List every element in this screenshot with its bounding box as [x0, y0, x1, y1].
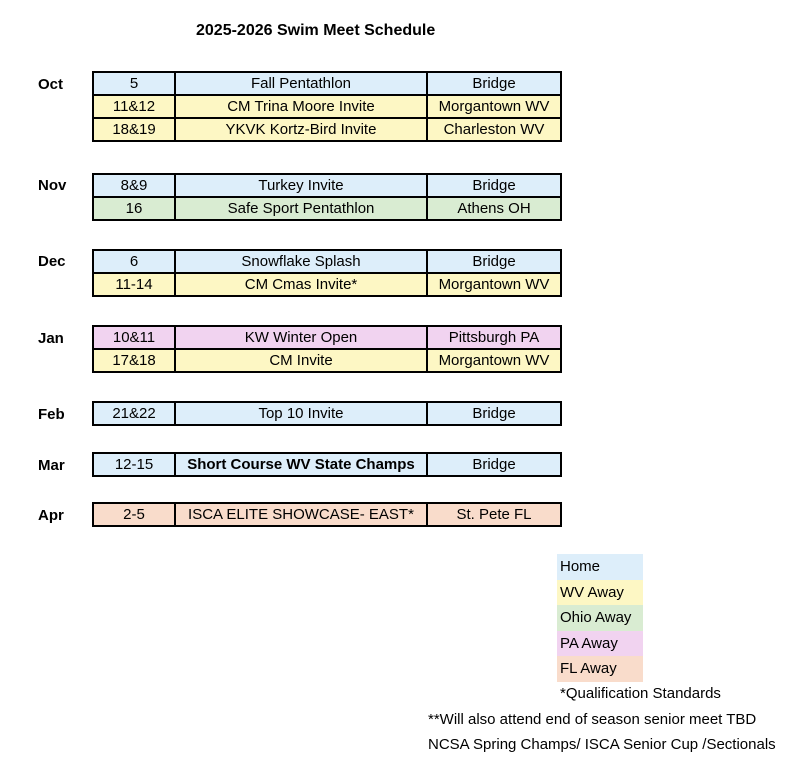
legend-ohio-away: Ohio Away	[557, 605, 643, 631]
month-label-nov: Nov	[38, 177, 67, 194]
meet-date: 18&19	[93, 118, 175, 141]
table-row	[93, 197, 561, 220]
meet-name: KW Winter Open	[175, 326, 427, 349]
meet-name: Top 10 Invite	[175, 402, 427, 425]
table-row	[93, 118, 561, 141]
meet-location: St. Pete FL	[427, 503, 561, 526]
meet-location: Charleston WV	[427, 118, 561, 141]
meet-date: 2-5	[93, 503, 175, 526]
meet-date: 17&18	[93, 349, 175, 372]
meet-date: 6	[93, 250, 175, 273]
meet-name: Snowflake Splash	[175, 250, 427, 273]
meet-location: Bridge	[427, 453, 561, 476]
table-row	[93, 453, 561, 476]
note-qualification: *Qualification Standards	[560, 685, 721, 702]
month-table-apr	[92, 502, 562, 527]
color-legend	[557, 554, 643, 682]
meet-name: CM Cmas Invite*	[175, 273, 427, 296]
legend-fl-away: FL Away	[557, 656, 643, 682]
meet-location: Pittsburgh PA	[427, 326, 561, 349]
meet-date: 10&11	[93, 326, 175, 349]
month-label-apr: Apr	[38, 507, 64, 524]
month-table-dec	[92, 249, 562, 297]
meet-date: 16	[93, 197, 175, 220]
month-table-nov	[92, 173, 562, 221]
legend-pa-away: PA Away	[557, 631, 643, 657]
month-label-dec: Dec	[38, 253, 66, 270]
table-row	[93, 174, 561, 197]
meet-location: Morgantown WV	[427, 95, 561, 118]
table-row	[93, 349, 561, 372]
meet-date: 21&22	[93, 402, 175, 425]
meet-name: CM Trina Moore Invite	[175, 95, 427, 118]
meet-name: Fall Pentathlon	[175, 72, 427, 95]
month-label-mar: Mar	[38, 457, 65, 474]
table-row	[93, 250, 561, 273]
meet-date: 12-15	[93, 453, 175, 476]
legend-wv-away: WV Away	[557, 580, 643, 606]
note-senior-meet: **Will also attend end of season senior meet TBD	[428, 711, 757, 728]
meet-date: 11-14	[93, 273, 175, 296]
meet-name: Turkey Invite	[175, 174, 427, 197]
meet-location: Bridge	[427, 174, 561, 197]
page-title: 2025-2026 Swim Meet Schedule	[196, 22, 436, 39]
table-row	[93, 402, 561, 425]
table-row	[93, 95, 561, 118]
month-label-feb: Feb	[38, 406, 65, 423]
meet-location: Morgantown WV	[427, 349, 561, 372]
meet-name: Safe Sport Pentathlon	[175, 197, 427, 220]
table-row	[93, 503, 561, 526]
meet-date: 11&12	[93, 95, 175, 118]
table-row	[93, 72, 561, 95]
meet-name: ISCA ELITE SHOWCASE- EAST*	[175, 503, 427, 526]
meet-date: 5	[93, 72, 175, 95]
meet-date: 8&9	[93, 174, 175, 197]
meet-name: Short Course WV State Champs	[175, 453, 427, 476]
month-table-oct	[92, 71, 562, 142]
table-row	[93, 273, 561, 296]
meet-name: YKVK Kortz-Bird Invite	[175, 118, 427, 141]
table-row	[93, 326, 561, 349]
month-table-feb	[92, 401, 562, 426]
legend-home: Home	[557, 554, 643, 580]
meet-location: Morgantown WV	[427, 273, 561, 296]
meet-location: Bridge	[427, 402, 561, 425]
month-table-mar	[92, 452, 562, 477]
meet-location: Athens OH	[427, 197, 561, 220]
meet-name: CM Invite	[175, 349, 427, 372]
month-label-oct: Oct	[38, 76, 64, 93]
meet-location: Bridge	[427, 72, 561, 95]
month-label-jan: Jan	[38, 330, 64, 347]
month-table-jan	[92, 325, 562, 373]
meet-location: Bridge	[427, 250, 561, 273]
note-champs: NCSA Spring Champs/ ISCA Senior Cup /Sectionals	[428, 736, 776, 753]
